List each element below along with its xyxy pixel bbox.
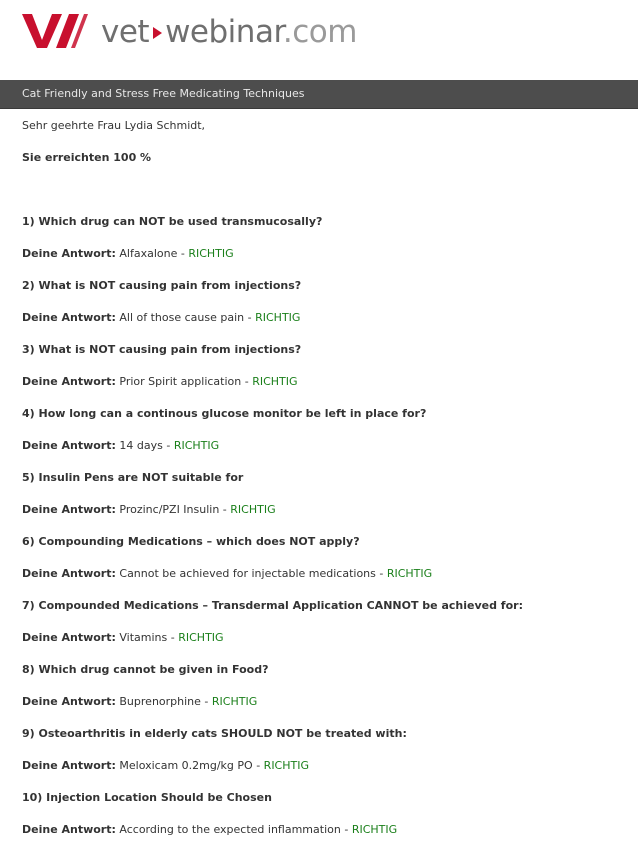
answer-separator: - xyxy=(167,631,179,644)
question-text: 4) How long can a continous glucose monitor be left in place for? xyxy=(22,407,427,420)
brand-name-dotcom: .com xyxy=(282,14,357,50)
qa-item xyxy=(22,791,622,855)
result-status: RICHTIG xyxy=(173,439,220,452)
answer-label: Deine Antwort: xyxy=(22,631,116,644)
answer-separator: - xyxy=(375,567,387,580)
results-content xyxy=(22,119,622,855)
brand-arrow-icon xyxy=(153,27,162,39)
answer-separator: - xyxy=(244,311,256,324)
webinar-title-bar xyxy=(0,80,638,109)
qa-item xyxy=(22,279,622,343)
result-status: RICHTIG xyxy=(178,631,224,644)
answer-value: According to the expected inflammation xyxy=(119,823,341,836)
qa-item xyxy=(22,343,622,407)
answer-label: Deine Antwort: xyxy=(22,311,116,324)
question-text: 2) What is NOT causing pain from injections? xyxy=(22,279,302,292)
result-status: RICHTIG xyxy=(386,567,433,580)
greeting-text: Sehr geehrte Frau Lydia Schmidt, xyxy=(22,119,206,132)
qa-list xyxy=(22,215,622,855)
answer-line xyxy=(22,631,622,645)
webinar-title: Cat Friendly and Stress Free Medicating Techniques xyxy=(22,87,305,100)
answer-line xyxy=(22,311,622,325)
answer-label: Deine Antwort: xyxy=(22,823,116,836)
qa-item xyxy=(22,215,622,279)
answer-line xyxy=(22,247,622,261)
answer-value: Buprenorphine xyxy=(119,695,201,708)
question-text: 3) What is NOT causing pain from injections? xyxy=(22,343,302,356)
answer-line xyxy=(22,695,622,709)
header xyxy=(0,0,638,80)
qa-item xyxy=(22,535,622,599)
question-text: 7) Compounded Medications – Transdermal Application CANNOT be achieved for: xyxy=(22,599,523,612)
question-text: 1) Which drug can NOT be used transmucosally? xyxy=(22,215,323,228)
answer-label: Deine Antwort: xyxy=(22,695,116,708)
answer-separator: - xyxy=(177,247,189,260)
answer-separator: - xyxy=(340,823,352,836)
qa-item xyxy=(22,471,622,535)
score-text: Sie erreichten 100 % xyxy=(22,151,152,164)
brand-wordmark xyxy=(101,12,357,52)
answer-label: Deine Antwort: xyxy=(22,247,116,260)
result-status: RICHTIG xyxy=(230,503,276,516)
answer-value: Prozinc/PZI Insulin xyxy=(119,503,220,516)
answer-value: All of those cause pain xyxy=(119,311,245,324)
brand-name-webinar: webinar xyxy=(165,14,283,50)
qa-item xyxy=(22,663,622,727)
result-status: RICHTIG xyxy=(188,247,234,260)
answer-separator: - xyxy=(200,695,212,708)
answer-value: Alfaxalone xyxy=(119,247,178,260)
answer-separator: - xyxy=(241,375,253,388)
answer-line xyxy=(22,823,622,837)
result-status: RICHTIG xyxy=(255,311,301,324)
answer-separator: - xyxy=(162,439,174,452)
answer-value: Vitamins xyxy=(119,631,168,644)
answer-label: Deine Antwort: xyxy=(22,375,116,388)
answer-value: Cannot be achieved for injectable medications xyxy=(119,567,376,580)
answer-line xyxy=(22,375,622,389)
answer-value: Prior Spirit application xyxy=(119,375,242,388)
answer-label: Deine Antwort: xyxy=(22,439,116,452)
qa-item xyxy=(22,407,622,471)
answer-value: Meloxicam 0.2mg/kg PO xyxy=(119,759,253,772)
answer-line xyxy=(22,567,622,581)
answer-line xyxy=(22,503,622,517)
result-status: RICHTIG xyxy=(252,375,298,388)
result-status: RICHTIG xyxy=(211,695,258,708)
answer-label: Deine Antwort: xyxy=(22,503,116,516)
question-text: 8) Which drug cannot be given in Food? xyxy=(22,663,269,676)
answer-label: Deine Antwort: xyxy=(22,759,116,772)
answer-line xyxy=(22,439,622,453)
answer-label: Deine Antwort: xyxy=(22,567,116,580)
question-text: 6) Compounding Medications – which does NOT apply? xyxy=(22,535,360,548)
question-text: 5) Insulin Pens are NOT suitable for xyxy=(22,471,244,484)
result-status: RICHTIG xyxy=(351,823,398,836)
question-text: 9) Osteoarthritis in elderly cats SHOULD NOT be treated with: xyxy=(22,727,407,740)
answer-line xyxy=(22,759,622,773)
question-text: 10) Injection Location Should be Chosen xyxy=(22,791,272,804)
vetwebinar-logo-icon xyxy=(22,12,88,50)
answer-value: 14 days xyxy=(119,439,163,452)
answer-separator: - xyxy=(252,759,264,772)
qa-item xyxy=(22,727,622,791)
brand-name-vet: vet xyxy=(101,14,150,50)
result-status: RICHTIG xyxy=(263,759,309,772)
qa-item xyxy=(22,599,622,663)
answer-separator: - xyxy=(219,503,231,516)
